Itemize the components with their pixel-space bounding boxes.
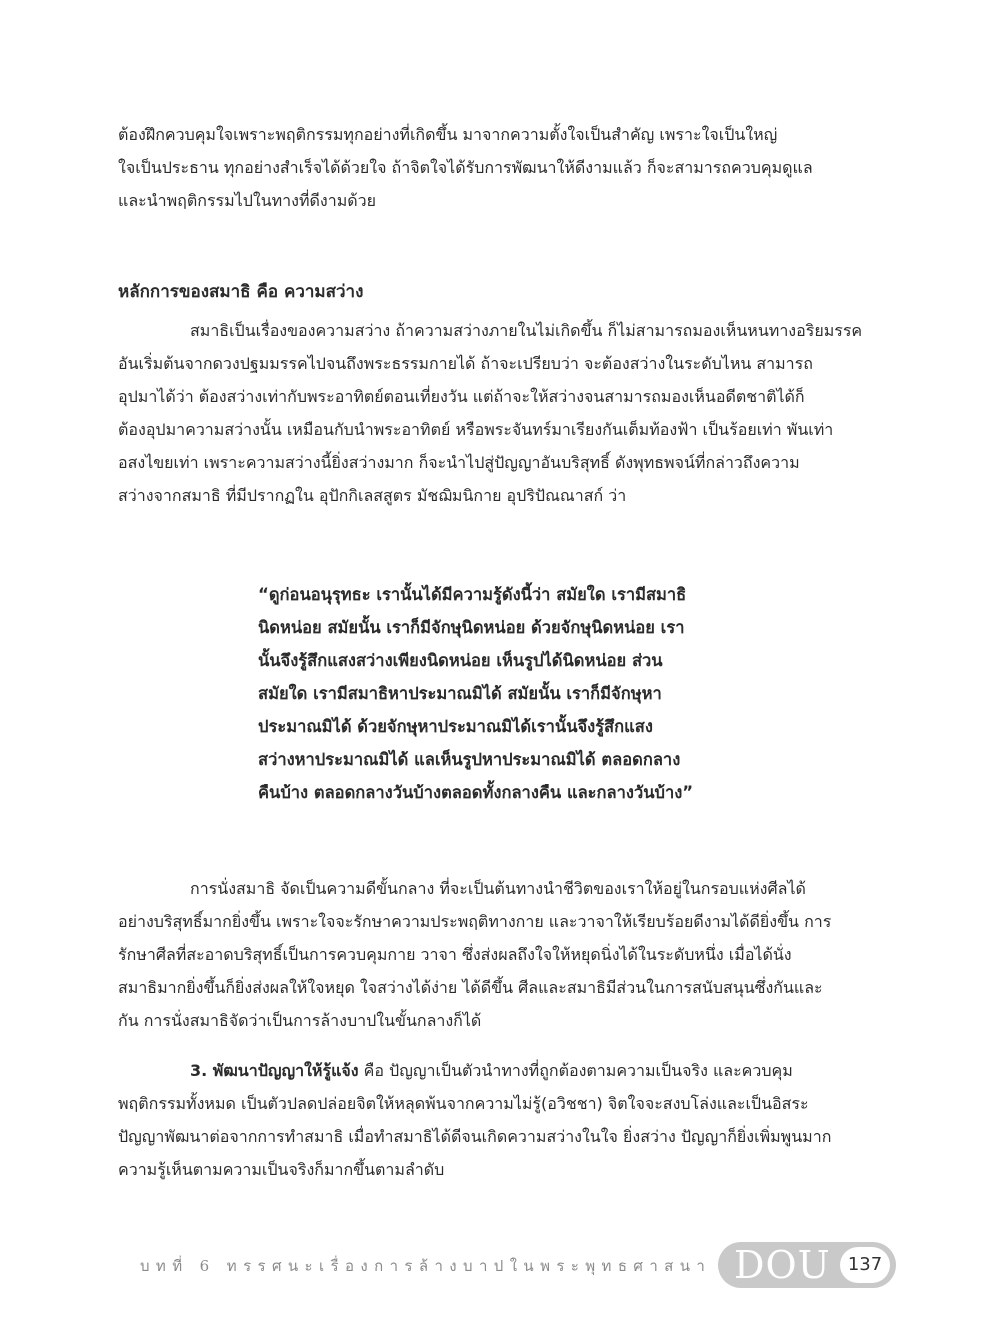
text-line: รักษาศีลที่สะอาดบริสุทธิ์เป็นการควบคุมกาย วาจา ซึ่งส่งผลถึงใจให้หยุดนิ่งได้ในระดับหนึ่ง เมื่อได้นั่ง	[118, 945, 792, 964]
text-line: ใจเป็นประธาน ทุกอย่างสำเร็จได้ด้วยใจ ถ้าจิตใจได้รับการพัฒนาให้ดีงามแล้ว ก็จะสามารถควบคุมดูแล	[118, 158, 813, 177]
quote-line: สว่างหาประมาณมิได้ แลเห็นรูปหาประมาณมิได้ ตลอดกลาง	[258, 750, 681, 769]
numbered-lead: 3. พัฒนาปัญญาให้รู้แจ้ง	[190, 1061, 359, 1080]
dou-logo: DOU	[734, 1243, 831, 1287]
buddha-quote	[258, 578, 746, 809]
paragraph-wisdom	[118, 1054, 898, 1186]
text-line: สมาธิเป็นเรื่องของความสว่าง ถ้าความสว่างภายในไม่เกิดขึ้น ก็ไม่สามารถมองเห็นหนทางอริยมรรค	[190, 321, 863, 340]
text-line: สมาธิมากยิ่งขึ้นก็ยิ่งส่งผลให้ใจหยุด ใจสว่างได้ง่าย ได้ดีขึ้น ศีลและสมาธิมีส่วนในการสนับสนุนซึ่งกันและ	[118, 978, 823, 997]
paragraph-intro	[118, 118, 898, 217]
text-line: สว่างจากสมาธิ ที่มีปรากฏใน อุปักกิเลสสูตร มัชฌิมนิกาย อุปริปัณณาสก์ ว่า	[118, 486, 627, 505]
text-line: ปัญญาพัฒนาต่อจากการทำสมาธิ เมื่อทำสมาธิได้ดีจนเกิดความสว่างในใจ ยิ่งสว่าง ปัญญาก็ยิ่งเพิ่มพูนมาก	[118, 1127, 832, 1146]
text-line: การนั่งสมาธิ จัดเป็นความดีขั้นกลาง ที่จะเป็นต้นทางนำชีวิตของเราให้อยู่ในกรอบแห่งศีลได้	[190, 879, 806, 898]
page-badge	[718, 1242, 896, 1288]
chapter-title: บทที่ 6 ทรรศนะเรื่องการล้างบาปในพระพุทธศาสนา	[140, 1257, 712, 1275]
quote-line: นิดหน่อย สมัยนั้น เราก็มีจักษุนิดหน่อย ด้วยจักษุนิดหน่อย เรา	[258, 618, 685, 637]
text-line: พฤติกรรมทั้งหมด เป็นตัวปลดปล่อยจิตให้หลุดพ้นจากความไม่รู้(อวิชชา) จิตใจจะสงบโล่งและเป็นอิสระ	[118, 1094, 809, 1113]
text-line: ความรู้เห็นตามความเป็นจริงก็มากขึ้นตามลำดับ	[118, 1160, 445, 1179]
paragraph-meditation	[118, 872, 898, 1037]
text-line: กัน การนั่งสมาธิจัดว่าเป็นการล้างบาปในขั้นกลางก็ได้	[118, 1011, 482, 1030]
text-line: ต้องอุปมาความสว่างนั้น เหมือนกับนำพระอาทิตย์ หรือพระจันทร์มาเรียงกันเต็มท้องฟ้า เป็นร้อยเท่า พันเท่า	[118, 420, 834, 439]
quote-line: “ดูก่อนอนุรุทธะ เรานั้นได้มีความรู้ดังนี้ว่า สมัยใด เรามีสมาธิ	[258, 585, 687, 604]
text-line	[118, 1054, 898, 1087]
text-line: ต้องฝึกควบคุมใจเพราะพฤติกรรมทุกอย่างที่เกิดขึ้น มาจากความตั้งใจเป็นสำคัญ เพราะใจเป็นใหญ่	[118, 125, 778, 144]
text-line: อันเริ่มต้นจากดวงปฐมมรรคไปจนถึงพระธรรมกายได้ ถ้าจะเปรียบว่า จะต้องสว่างในระดับไหน สามารถ	[118, 354, 813, 373]
quote-line: นั้นจึงรู้สึกแสงสว่างเพียงนิดหน่อย เห็นรูปได้นิดหน่อย ส่วน	[258, 651, 663, 670]
text-line: และนำพฤติกรรมไปในทางที่ดีงามด้วย	[118, 191, 377, 210]
lead-continuation: คือ ปัญญาเป็นตัวนำทางที่ถูกต้องตามความเป็นจริง และควบคุม	[358, 1061, 793, 1080]
quote-line: สมัยใด เรามีสมาธิหาประมาณมิได้ สมัยนั้น เราก็มีจักษุหา	[258, 684, 662, 703]
quote-line: คืนบ้าง ตลอดกลางวันบ้างตลอดทั้งกลางคืน และกลางวันบ้าง”	[258, 783, 694, 802]
section-heading: หลักการของสมาธิ คือ ความสว่าง	[118, 282, 364, 302]
text-line: อสงไขยเท่า เพราะความสว่างนี้ยิ่งสว่างมาก ก็จะนำไปสู่ปัญญาอันบริสุทธิ์ ดังพุทธพจน์ที่กล่าวถึงความ	[118, 453, 800, 472]
text-line: อย่างบริสุทธิ์มากยิ่งขึ้น เพราะใจจะรักษาความประพฤติทางกาย และวาจาให้เรียบร้อยดีงามได้ดียิ่งขึ้น การ	[118, 912, 832, 931]
paragraph-brightness	[118, 314, 898, 512]
quote-line: ประมาณมิได้ ด้วยจักษุหาประมาณมิได้เรานั้นจึงรู้สึกแสง	[258, 717, 653, 736]
text-line: อุปมาได้ว่า ต้องสว่างเท่ากับพระอาทิตย์ตอนเที่ยงวัน แต่ถ้าจะให้สว่างจนสามารถมองเห็นอดีตชาติได้ก็	[118, 387, 805, 406]
page-footer	[0, 1240, 1000, 1290]
page-number: 137	[840, 1247, 890, 1283]
